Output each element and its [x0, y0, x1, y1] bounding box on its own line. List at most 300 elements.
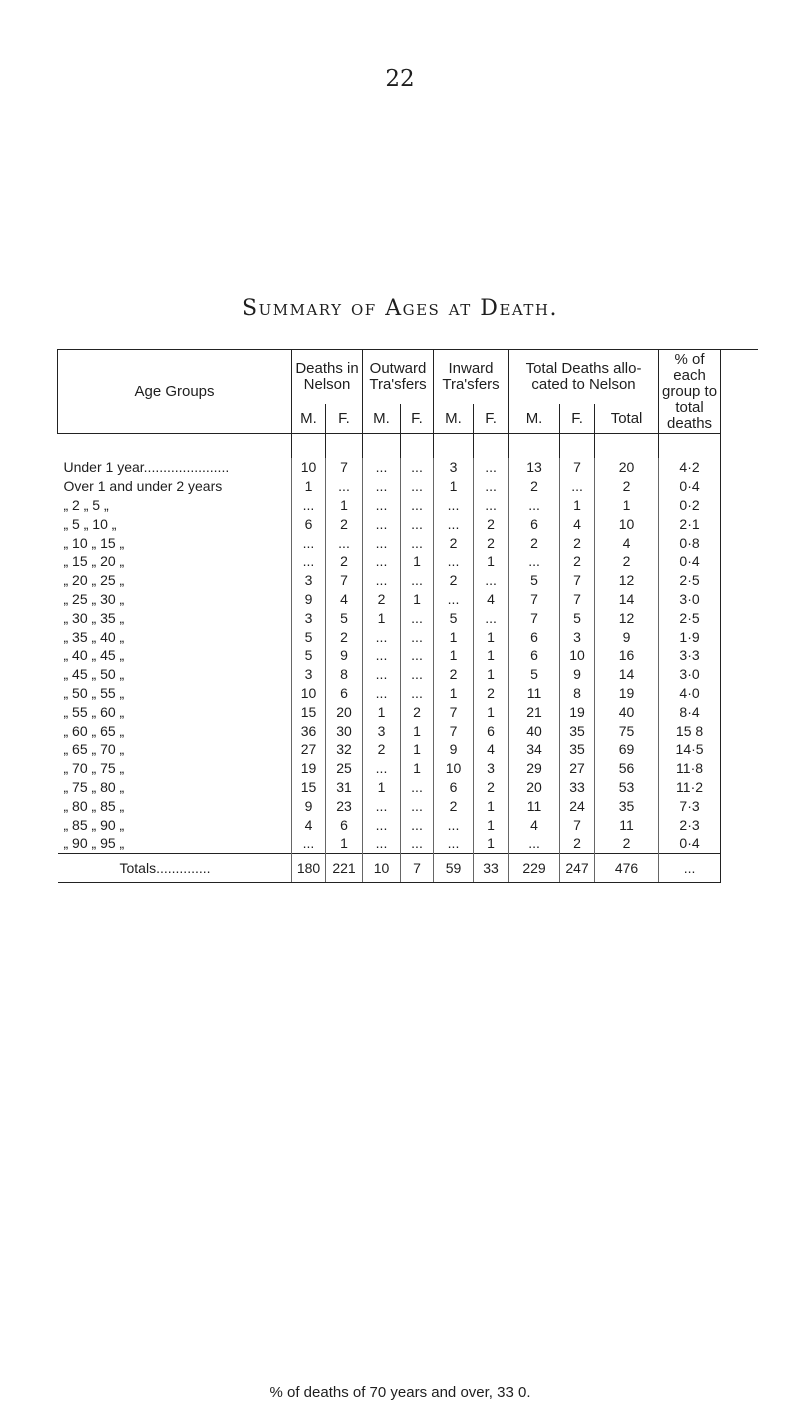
- total-male-cell: 20: [509, 778, 560, 797]
- nelson-male-cell: 3: [292, 608, 326, 627]
- spacer-cell: [721, 665, 758, 684]
- nelson-male-cell: 15: [292, 702, 326, 721]
- total-male-cell: 5: [509, 665, 560, 684]
- totals-total-cell: 476: [595, 853, 659, 882]
- table-row: [58, 533, 758, 552]
- inward-male-cell: 1: [434, 477, 474, 496]
- nelson-female-cell: 9: [326, 646, 363, 665]
- inward-male-cell: 2: [434, 533, 474, 552]
- inward-male-cell: 1: [434, 646, 474, 665]
- gap-cell: [326, 434, 363, 459]
- nelson-male-cell: 15: [292, 778, 326, 797]
- outward-female-cell: ...: [401, 514, 434, 533]
- inward-male-cell: 1: [434, 627, 474, 646]
- percent-cell: 4·2: [659, 458, 721, 477]
- outward-female-cell: 1: [401, 590, 434, 609]
- total-female-header: F.: [560, 404, 595, 434]
- nelson-female-header: F.: [326, 404, 363, 434]
- age-group-cell: „ 45 „ 50 „: [63, 666, 125, 683]
- total-cell: 1: [595, 496, 659, 515]
- total-male-cell: 11: [509, 796, 560, 815]
- total-female-cell: 2: [560, 533, 595, 552]
- age-group-cell: Over 1 and under 2 years: [63, 478, 223, 495]
- spacer-cell: [721, 759, 758, 778]
- table-row: [58, 796, 758, 815]
- outward-female-cell: ...: [401, 458, 434, 477]
- total-cell: 20: [595, 458, 659, 477]
- nelson-male-cell: 10: [292, 458, 326, 477]
- gap-cell: [721, 434, 758, 459]
- percent-cell: 0·4: [659, 834, 721, 853]
- percent-cell: 2·3: [659, 815, 721, 834]
- table-row: [58, 496, 758, 515]
- table-row: [58, 740, 758, 759]
- percent-cell: 0·8: [659, 533, 721, 552]
- spacer-cell: [721, 646, 758, 665]
- percent-cell: 11·8: [659, 759, 721, 778]
- nelson-female-cell: 2: [326, 514, 363, 533]
- total-male-cell: 6: [509, 514, 560, 533]
- total-male-cell: ...: [509, 834, 560, 853]
- age-group-cell: „ 80 „ 85 „: [63, 797, 125, 814]
- inward-female-cell: 1: [474, 834, 509, 853]
- totals-outward-female-cell: 7: [401, 853, 434, 882]
- table-row: [58, 815, 758, 834]
- inward-male-cell: 9: [434, 740, 474, 759]
- age-summary-table-frame: [57, 349, 757, 1379]
- inward-male-cell: ...: [434, 590, 474, 609]
- spacer-cell: [721, 458, 758, 477]
- nelson-male-cell: 19: [292, 759, 326, 778]
- nelson-male-cell: 5: [292, 627, 326, 646]
- total-cell: 35: [595, 796, 659, 815]
- outward-female-cell: ...: [401, 496, 434, 515]
- inward-male-cell: 7: [434, 721, 474, 740]
- totals-row: [58, 853, 758, 882]
- table-row: [58, 834, 758, 853]
- nelson-male-cell: 6: [292, 514, 326, 533]
- inward-male-header: M.: [434, 404, 474, 434]
- inward-transfers-header: Inward Tra'sfers: [434, 350, 509, 405]
- inward-male-cell: 7: [434, 702, 474, 721]
- spacer-cell: [721, 815, 758, 834]
- total-male-cell: 40: [509, 721, 560, 740]
- table-row: [58, 721, 758, 740]
- header-group-row: [58, 350, 758, 405]
- outward-female-cell: 1: [401, 552, 434, 571]
- spacer-cell: [721, 608, 758, 627]
- gap-cell: [560, 434, 595, 459]
- inward-male-cell: 3: [434, 458, 474, 477]
- inward-male-cell: ...: [434, 815, 474, 834]
- outward-female-cell: ...: [401, 796, 434, 815]
- outward-female-cell: ...: [401, 646, 434, 665]
- inward-female-cell: 4: [474, 740, 509, 759]
- total-female-cell: 19: [560, 702, 595, 721]
- total-cell: 53: [595, 778, 659, 797]
- nelson-female-cell: 8: [326, 665, 363, 684]
- outward-female-cell: ...: [401, 684, 434, 703]
- total-female-cell: 7: [560, 571, 595, 590]
- age-group-cell: „ 40 „ 45 „: [63, 647, 125, 664]
- spacer-cell: [721, 627, 758, 646]
- page-number: 22: [385, 66, 415, 92]
- inward-female-cell: ...: [474, 496, 509, 515]
- inward-female-cell: 1: [474, 627, 509, 646]
- total-female-cell: 5: [560, 608, 595, 627]
- gap-cell: [474, 434, 509, 459]
- age-group-cell: „ 2 „ 5 „: [63, 496, 109, 513]
- age-group-cell: „ 90 „ 95 „: [63, 835, 125, 852]
- total-male-cell: 11: [509, 684, 560, 703]
- age-group-cell: „ 55 „ 60 „: [63, 703, 125, 720]
- inward-male-cell: 6: [434, 778, 474, 797]
- age-group-cell: Under 1 year......................: [63, 459, 230, 476]
- total-cell: 14: [595, 590, 659, 609]
- inward-female-cell: ...: [474, 458, 509, 477]
- total-cell: 2: [595, 834, 659, 853]
- total-cell: 56: [595, 759, 659, 778]
- percent-cell: 11·2: [659, 778, 721, 797]
- inward-male-cell: ...: [434, 834, 474, 853]
- nelson-female-cell: 1: [326, 834, 363, 853]
- outward-male-cell: ...: [363, 514, 401, 533]
- percent-cell: 2·5: [659, 571, 721, 590]
- outward-female-cell: ...: [401, 627, 434, 646]
- outward-male-cell: ...: [363, 759, 401, 778]
- table-row: [58, 665, 758, 684]
- age-group-cell: „ 60 „ 65 „: [63, 722, 125, 739]
- nelson-male-cell: 9: [292, 796, 326, 815]
- total-male-cell: 13: [509, 458, 560, 477]
- outward-male-cell: 2: [363, 590, 401, 609]
- age-summary-body: [58, 434, 758, 883]
- inward-female-cell: 2: [474, 684, 509, 703]
- inward-female-cell: 1: [474, 702, 509, 721]
- outward-female-header: F.: [401, 404, 434, 434]
- nelson-female-cell: 30: [326, 721, 363, 740]
- nelson-male-cell: 10: [292, 684, 326, 703]
- total-male-cell: 34: [509, 740, 560, 759]
- gap-cell: [401, 434, 434, 459]
- inward-male-cell: 1: [434, 684, 474, 703]
- percent-cell: 8·4: [659, 702, 721, 721]
- spacer-cell: [721, 853, 758, 882]
- outward-male-cell: ...: [363, 477, 401, 496]
- nelson-female-cell: 7: [326, 458, 363, 477]
- spacer-cell: [721, 778, 758, 797]
- outward-male-cell: ...: [363, 496, 401, 515]
- total-male-cell: ...: [509, 496, 560, 515]
- outward-male-cell: ...: [363, 684, 401, 703]
- percent-cell: 2·5: [659, 608, 721, 627]
- total-female-cell: 27: [560, 759, 595, 778]
- outward-male-cell: 1: [363, 778, 401, 797]
- outward-male-cell: ...: [363, 665, 401, 684]
- inward-female-cell: 1: [474, 665, 509, 684]
- totals-label: Totals..............: [58, 853, 292, 882]
- table-row: [58, 571, 758, 590]
- total-cell: 40: [595, 702, 659, 721]
- outward-male-cell: ...: [363, 552, 401, 571]
- spacer-cell: [721, 796, 758, 815]
- total-male-header: M.: [509, 404, 560, 434]
- gap-cell: [659, 434, 721, 459]
- total-cell: 10: [595, 514, 659, 533]
- table-row: [58, 477, 758, 496]
- outward-female-cell: ...: [401, 665, 434, 684]
- inward-female-cell: ...: [474, 571, 509, 590]
- inward-female-header: F.: [474, 404, 509, 434]
- age-group-cell: „ 15 „ 20 „: [63, 553, 125, 570]
- total-female-cell: 7: [560, 815, 595, 834]
- nelson-female-cell: 23: [326, 796, 363, 815]
- percent-cell: 14·5: [659, 740, 721, 759]
- deaths-in-nelson-header: Deaths in Nelson: [292, 350, 363, 405]
- total-female-cell: 24: [560, 796, 595, 815]
- outward-female-cell: ...: [401, 834, 434, 853]
- percent-cell: 2·1: [659, 514, 721, 533]
- nelson-female-cell: 32: [326, 740, 363, 759]
- nelson-male-cell: 5: [292, 646, 326, 665]
- inward-female-cell: 6: [474, 721, 509, 740]
- inward-female-cell: 1: [474, 796, 509, 815]
- page-title: Summary of Ages at Death.: [242, 296, 558, 321]
- total-male-cell: 2: [509, 477, 560, 496]
- age-group-cell: „ 85 „ 90 „: [63, 816, 125, 833]
- total-female-cell: 4: [560, 514, 595, 533]
- total-female-cell: 3: [560, 627, 595, 646]
- table-row: [58, 552, 758, 571]
- total-cell: 16: [595, 646, 659, 665]
- percent-cell: 1·9: [659, 627, 721, 646]
- spacer-cell: [721, 571, 758, 590]
- gap-cell: [595, 434, 659, 459]
- inward-female-cell: 1: [474, 646, 509, 665]
- totals-total-female-cell: 247: [560, 853, 595, 882]
- nelson-female-cell: 25: [326, 759, 363, 778]
- nelson-male-cell: ...: [292, 552, 326, 571]
- totals-nelson-male-cell: 180: [292, 853, 326, 882]
- percent-cell: 3·3: [659, 646, 721, 665]
- age-group-cell: „ 75 „ 80 „: [63, 778, 125, 795]
- table-row: [58, 778, 758, 797]
- age-group-cell: „ 35 „ 40 „: [63, 628, 125, 645]
- nelson-female-cell: 31: [326, 778, 363, 797]
- spacer-cell: [721, 496, 758, 515]
- inward-male-cell: 2: [434, 571, 474, 590]
- outward-male-cell: ...: [363, 815, 401, 834]
- total-cell: 12: [595, 571, 659, 590]
- outward-male-cell: ...: [363, 627, 401, 646]
- total-cell: 69: [595, 740, 659, 759]
- spacer-cell: [721, 514, 758, 533]
- nelson-female-cell: 7: [326, 571, 363, 590]
- outward-female-cell: 1: [401, 721, 434, 740]
- inward-female-cell: 3: [474, 759, 509, 778]
- percent-cell: 0·4: [659, 552, 721, 571]
- total-male-cell: 6: [509, 627, 560, 646]
- inward-male-cell: ...: [434, 552, 474, 571]
- outward-female-cell: 2: [401, 702, 434, 721]
- nelson-male-cell: ...: [292, 533, 326, 552]
- outward-male-cell: ...: [363, 834, 401, 853]
- age-group-cell: „ 20 „ 25 „: [63, 572, 125, 589]
- table-row: [58, 759, 758, 778]
- inward-female-cell: 2: [474, 533, 509, 552]
- total-cell: 11: [595, 815, 659, 834]
- total-female-cell: 2: [560, 834, 595, 853]
- nelson-female-cell: 4: [326, 590, 363, 609]
- table-row: [58, 514, 758, 533]
- totals-inward-female-cell: 33: [474, 853, 509, 882]
- age-summary-table: [57, 349, 758, 883]
- total-cell: 75: [595, 721, 659, 740]
- outward-male-cell: ...: [363, 533, 401, 552]
- inward-female-cell: ...: [474, 608, 509, 627]
- nelson-female-cell: 2: [326, 627, 363, 646]
- total-female-cell: 2: [560, 552, 595, 571]
- total-female-cell: 33: [560, 778, 595, 797]
- total-female-cell: 7: [560, 590, 595, 609]
- outward-male-header: M.: [363, 404, 401, 434]
- totals-inward-male-cell: 59: [434, 853, 474, 882]
- total-male-cell: 4: [509, 815, 560, 834]
- spacer-cell: [721, 702, 758, 721]
- inward-male-cell: ...: [434, 496, 474, 515]
- table-row: [58, 646, 758, 665]
- percent-cell: 15 8: [659, 721, 721, 740]
- total-cell: 4: [595, 533, 659, 552]
- nelson-male-cell: ...: [292, 834, 326, 853]
- inward-male-cell: 5: [434, 608, 474, 627]
- total-male-cell: 7: [509, 590, 560, 609]
- percent-of-total-header: % of each group to total deaths: [659, 350, 721, 434]
- spacer-cell: [721, 721, 758, 740]
- total-cell: 9: [595, 627, 659, 646]
- header-spacer: [721, 350, 758, 434]
- age-group-cell: „ 65 „ 70 „: [63, 741, 125, 758]
- inward-female-cell: 1: [474, 815, 509, 834]
- total-female-cell: 1: [560, 496, 595, 515]
- outward-female-cell: ...: [401, 815, 434, 834]
- total-female-cell: 7: [560, 458, 595, 477]
- age-group-cell: „ 25 „ 30 „: [63, 590, 125, 607]
- inward-female-cell: 2: [474, 514, 509, 533]
- inward-female-cell: 2: [474, 778, 509, 797]
- outward-transfers-header: Outward Tra'sfers: [363, 350, 434, 405]
- total-male-cell: ...: [509, 552, 560, 571]
- age-group-cell: „ 5 „ 10 „: [63, 515, 117, 532]
- gap-cell: [58, 434, 292, 459]
- total-female-cell: 9: [560, 665, 595, 684]
- age-group-cell: „ 10 „ 15 „: [63, 534, 125, 551]
- total-total-header: Total: [595, 404, 659, 434]
- nelson-female-cell: 5: [326, 608, 363, 627]
- spacer-cell: [721, 477, 758, 496]
- nelson-male-header: M.: [292, 404, 326, 434]
- total-female-cell: 35: [560, 721, 595, 740]
- gap-cell: [292, 434, 326, 459]
- table-row: [58, 627, 758, 646]
- total-cell: 12: [595, 608, 659, 627]
- outward-female-cell: ...: [401, 533, 434, 552]
- nelson-male-cell: 3: [292, 571, 326, 590]
- nelson-male-cell: 36: [292, 721, 326, 740]
- nelson-male-cell: 1: [292, 477, 326, 496]
- gap-cell: [509, 434, 560, 459]
- outward-male-cell: ...: [363, 571, 401, 590]
- outward-male-cell: 2: [363, 740, 401, 759]
- header-gap-row: [58, 434, 758, 459]
- total-female-cell: 8: [560, 684, 595, 703]
- total-cell: 14: [595, 665, 659, 684]
- total-cell: 19: [595, 684, 659, 703]
- inward-male-cell: 2: [434, 796, 474, 815]
- totals-outward-male-cell: 10: [363, 853, 401, 882]
- nelson-female-cell: ...: [326, 477, 363, 496]
- nelson-male-cell: 27: [292, 740, 326, 759]
- gap-cell: [363, 434, 401, 459]
- nelson-male-cell: 3: [292, 665, 326, 684]
- age-group-cell: „ 50 „ 55 „: [63, 684, 125, 701]
- percent-cell: 3·0: [659, 590, 721, 609]
- inward-female-cell: ...: [474, 477, 509, 496]
- percent-cell: 0·4: [659, 477, 721, 496]
- table-row: [58, 702, 758, 721]
- outward-female-cell: ...: [401, 778, 434, 797]
- total-female-cell: ...: [560, 477, 595, 496]
- total-female-cell: 35: [560, 740, 595, 759]
- totals-total-male-cell: 229: [509, 853, 560, 882]
- total-male-cell: 29: [509, 759, 560, 778]
- percent-cell: 0·2: [659, 496, 721, 515]
- spacer-cell: [721, 834, 758, 853]
- table-row: [58, 684, 758, 703]
- outward-male-cell: ...: [363, 796, 401, 815]
- nelson-female-cell: 2: [326, 552, 363, 571]
- spacer-cell: [721, 533, 758, 552]
- inward-male-cell: 2: [434, 665, 474, 684]
- nelson-female-cell: 6: [326, 684, 363, 703]
- total-male-cell: 6: [509, 646, 560, 665]
- outward-female-cell: 1: [401, 759, 434, 778]
- nelson-female-cell: 1: [326, 496, 363, 515]
- nelson-female-cell: 20: [326, 702, 363, 721]
- outward-female-cell: ...: [401, 477, 434, 496]
- totals-percent-cell: ...: [659, 853, 721, 882]
- percent-cell: 3·0: [659, 665, 721, 684]
- percent-cell: 4·0: [659, 684, 721, 703]
- total-deaths-allocated-header: Total Deaths allo- cated to Nelson: [509, 350, 659, 405]
- nelson-female-cell: 6: [326, 815, 363, 834]
- inward-male-cell: ...: [434, 514, 474, 533]
- age-group-cell: „ 30 „ 35 „: [63, 609, 125, 626]
- total-male-cell: 2: [509, 533, 560, 552]
- age-groups-header: Age Groups: [58, 350, 292, 434]
- outward-male-cell: ...: [363, 646, 401, 665]
- total-cell: 2: [595, 477, 659, 496]
- spacer-cell: [721, 552, 758, 571]
- total-male-cell: 21: [509, 702, 560, 721]
- outward-male-cell: 1: [363, 608, 401, 627]
- gap-cell: [434, 434, 474, 459]
- inward-female-cell: 4: [474, 590, 509, 609]
- nelson-female-cell: ...: [326, 533, 363, 552]
- outward-female-cell: ...: [401, 571, 434, 590]
- outward-female-cell: 1: [401, 740, 434, 759]
- table-row: [58, 458, 758, 477]
